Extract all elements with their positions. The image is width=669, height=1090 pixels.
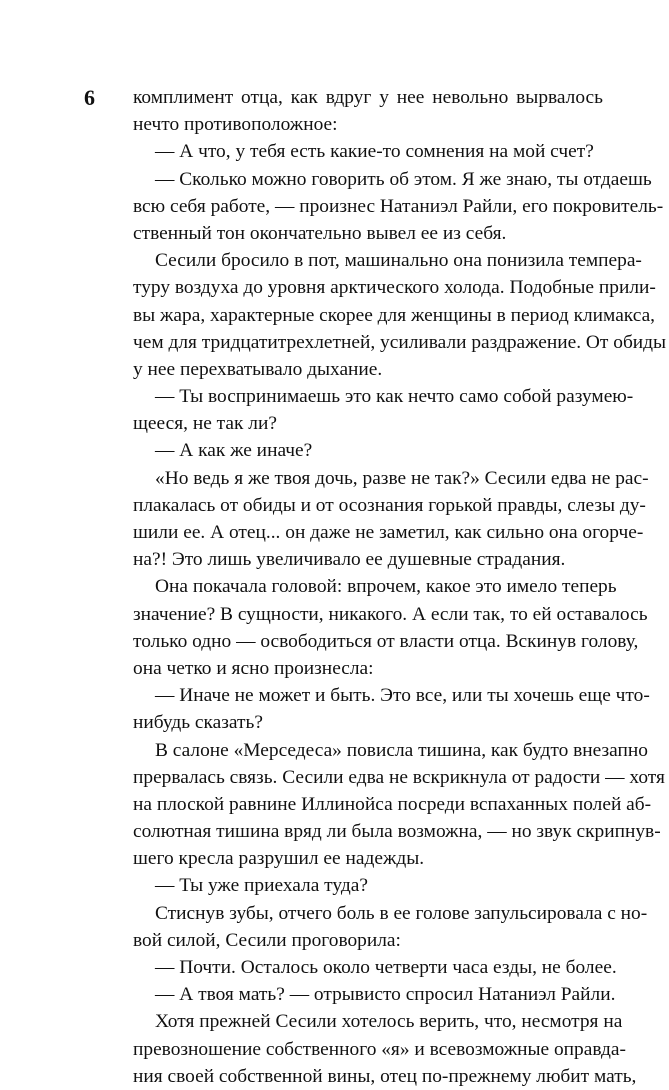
text-line: — А как же иначе? — [155, 440, 313, 462]
text-line: «Но ведь я же твоя дочь, разве не так?» Сесили едва не рас- — [155, 467, 649, 489]
text-line: она четко и ясно произнесла: — [133, 657, 374, 679]
text-line: — Иначе не может и быть. Это все, или ты хочешь еще что- — [155, 685, 650, 707]
text-line: всю себя работе, — произнес Натаниэл Райли, его покровитель- — [133, 195, 664, 217]
text-line: — Ты уже приехала туда? — [155, 875, 368, 897]
text-line: Сесили бросило в пот, машинально она понизила темпера- — [155, 250, 642, 272]
text-line: прервалась связь. Сесили едва не вскрикнула от радости — хотя — [133, 766, 665, 788]
text-line: — Сколько можно говорить об этом. Я же знаю, ты отдаешь — [155, 168, 652, 190]
body-text — [133, 84, 667, 1090]
text-line: ния своей собственной вины, отец по-прежнему любит мать, — [133, 1065, 637, 1087]
text-line: ственный тон окончательно вывел ее из себя. — [133, 222, 507, 244]
text-line: вы жара, характерные скорее для женщины в период климакса, — [133, 304, 656, 326]
text-line: — Почти. Осталось около четверти часа езды, не более. — [155, 957, 617, 978]
text-line: Хотя прежней Сесили хотелось верить, что, несмотря на — [155, 1011, 623, 1033]
text-line: чем для тридцатитрехлетней, усиливали раздражение. От обиды — [133, 331, 667, 353]
text-line: шего кресла разрушил ее надежды. — [133, 848, 425, 870]
text-line: на плоской равнине Иллинойса посреди вспаханных полей аб- — [133, 793, 652, 815]
text-line: у нее перехватывало дыхание. — [133, 358, 383, 380]
text-line: значение? В сущности, никакого. А если так, то ей оставалось — [133, 603, 648, 625]
text-line: только одно — освободиться от власти отца. Вскинув голову, — [133, 630, 639, 652]
text-line: превозношение собственного «я» и всевозможные оправда- — [133, 1038, 626, 1060]
text-line: на?! Это лишь увеличивало ее душевные страдания. — [133, 549, 566, 571]
text-line: вой силой, Сесили проговорила: — [133, 929, 401, 951]
text-line: В салоне «Мерседеса» повисла тишина, как будто внезапно — [155, 739, 648, 761]
text-line: комплимент отца, как вдруг у нее невольно вырвалось — [133, 87, 603, 108]
page-number: 6 — [84, 85, 95, 110]
text-line: туру воздуха до уровня арктического холода. Подобные прили- — [133, 277, 656, 299]
text-line: нибудь сказать? — [133, 712, 263, 734]
text-line: нечто противоположное: — [133, 114, 338, 136]
text-line: — А что, у тебя есть какие-то сомнения на мой счет? — [155, 141, 594, 163]
text-line: — Ты воспринимаешь это как нечто само собой разумею- — [155, 386, 634, 408]
text-line: Она покачала головой: впрочем, какое это имело теперь — [155, 576, 617, 598]
text-line: щееся, не так ли? — [133, 413, 277, 435]
text-line: плакалась от обиды и от осознания горькой правды, слезы ду- — [133, 494, 646, 516]
text-line: — А твоя мать? — отрывисто спросил Натаниэл Райли. — [155, 984, 616, 1006]
text-line: Стиснув зубы, отчего боль в ее голове запульсировала с но- — [155, 902, 648, 924]
text-line: солютная тишина вряд ли была возможна, — но звук скрипнув- — [133, 821, 661, 843]
text-line: шили ее. А отец... он даже не заметил, как сильно она огорче- — [133, 522, 644, 543]
